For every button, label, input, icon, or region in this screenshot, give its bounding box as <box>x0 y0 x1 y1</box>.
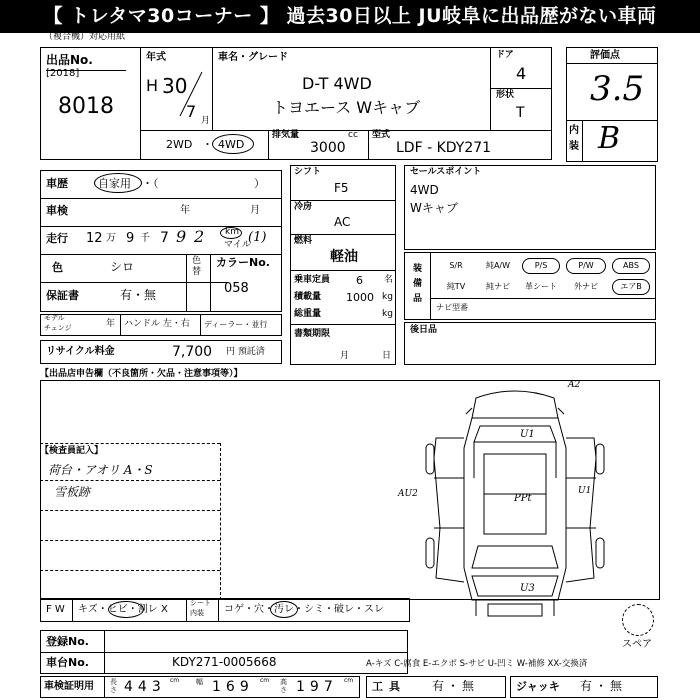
fuel-value: 軽油 <box>330 249 358 265</box>
cert-unit-2: cm <box>260 677 270 684</box>
history-label: 車歴 <box>46 177 68 190</box>
lot-year: [2018] <box>46 68 80 79</box>
post-day-label: 後日品 <box>410 325 438 335</box>
mileage-d2: 9 <box>126 231 135 246</box>
mileage-label: 走行 <box>46 232 68 245</box>
mileage-mile: マイル <box>224 240 251 250</box>
exhibitor-notes-label: 【出品店申告欄（不良箇所・欠品・注意事項等）】 <box>40 369 243 379</box>
equip-airbag: エアB <box>612 279 650 295</box>
jack-value: 有・無 <box>580 679 626 693</box>
history-rest: ・（ <box>142 177 159 190</box>
year-month-unit: 月 <box>201 116 211 126</box>
condition-seat-items: コゲ・穴・汚レ・シミ・破レ・スレ <box>224 604 384 615</box>
doors-label: ドア <box>496 50 514 60</box>
cert-label: 車検証明用 <box>44 681 94 692</box>
cert-unit-1: cm <box>170 677 180 684</box>
selling-points-label: セールスポイント <box>410 167 482 177</box>
damage-legend: A-キズ C-腐食 E-エクボ S-サビ U-凹ミ W-補修 XX-交換済 <box>366 659 588 669</box>
mileage-d3: 7 <box>160 230 169 246</box>
cert-unit-3: cm <box>344 677 354 684</box>
type-label: 型式 <box>372 130 391 140</box>
displacement-value: 3000 <box>310 140 346 156</box>
inspection-year: 年 <box>180 205 190 216</box>
spare-icon <box>622 604 654 636</box>
equip-navi: 純ナビ <box>486 282 510 291</box>
condition-circle-1 <box>108 601 144 618</box>
color-value: シロ <box>110 260 135 274</box>
color-code-label: カラーNo. <box>216 256 270 269</box>
lot-label: 出品No. <box>46 53 93 67</box>
recycle-unit: 円 預託済 <box>226 347 265 357</box>
diag-mark-top: A2 <box>568 380 581 390</box>
equipment-label-3: 品 <box>413 294 423 304</box>
interior-value: B <box>598 121 621 156</box>
year-month: 7 <box>186 102 197 121</box>
score-label: 評価点 <box>590 50 620 61</box>
diag-mark-left: AU2 <box>398 489 418 499</box>
post-day-box <box>404 322 656 365</box>
equip-aw: 純A/W <box>485 261 511 270</box>
history-close: ） <box>254 177 265 190</box>
mileage-u1: 万 <box>106 233 116 244</box>
model-label: 車名・グレード <box>218 52 288 63</box>
fuel-label: 燃料 <box>294 236 313 246</box>
model-line1: D-T 4WD <box>302 74 372 93</box>
drive-sep: ・ <box>202 138 213 151</box>
condition-items: キズ・ヒビ・割レ X <box>78 604 168 615</box>
equip-leather: 革シート <box>525 282 557 291</box>
equipment-label-1: 装 <box>413 264 423 274</box>
registration-label: 登録No. <box>46 635 89 648</box>
model-change-label-1: モデル <box>44 314 65 322</box>
mileage-d4: 9 <box>176 227 187 246</box>
condition-seat-2: 内装 <box>190 609 204 617</box>
doors-value: 4 <box>516 64 527 83</box>
spare-label: スペア <box>622 639 652 650</box>
year-label: 年式 <box>146 52 166 63</box>
drive-2wd: 2WD <box>166 138 193 151</box>
condition-circle-2 <box>270 601 298 618</box>
equip-ext-navi: 外ナビ <box>574 282 598 291</box>
inspector-note-1: 荷台・アオリ A・S <box>48 463 153 477</box>
interior-label-1: 内 <box>569 125 579 136</box>
color-change-2: 替 <box>192 267 202 277</box>
cert-width: 169 <box>212 679 254 695</box>
cert-width-label: 幅 <box>196 678 203 686</box>
diag-mark-right: U1 <box>578 486 592 496</box>
interior-label-2: 装 <box>569 141 579 152</box>
docs-label: 書類期限 <box>294 329 331 339</box>
load-unit: kg <box>382 292 393 302</box>
equip-ps: P/S <box>522 258 560 274</box>
diag-mark-center: PPt <box>514 493 532 504</box>
shape-value: T <box>516 105 525 121</box>
model-change-year: 年 <box>106 319 116 329</box>
mileage-d5: 2 <box>194 227 205 246</box>
condition-fw: F W <box>46 604 65 615</box>
color-code: 058 <box>224 281 249 296</box>
diag-mark-roof: U1 <box>520 429 535 440</box>
cert-height: 197 <box>296 679 338 695</box>
year-value: 30 <box>162 74 188 98</box>
gross-label: 総重量 <box>294 309 322 319</box>
cert-length-label: 長さ <box>110 678 117 694</box>
mileage-d1: 12 <box>86 231 103 246</box>
shape-label: 形状 <box>496 90 515 100</box>
inspection-month: 月 <box>250 205 260 216</box>
warranty-value: 有・無 <box>120 288 157 302</box>
model-change-dealer: ディーラー・並行 <box>204 320 268 329</box>
warranty-label: 保証書 <box>46 289 79 302</box>
drive-4wd: 4WD <box>218 138 245 151</box>
banner-title: 【 トレタマ30コーナー 】 過去30日以上 JU岐阜に出品歴がない車両 <box>0 0 700 33</box>
condition-seat-1: シート <box>190 599 211 607</box>
lot-number: 8018 <box>58 94 114 119</box>
mileage-hand: (1) <box>248 230 267 245</box>
color-label: 色 <box>52 261 63 274</box>
equip-pw: P/W <box>566 258 606 274</box>
capacity-unit: 名 <box>384 275 394 285</box>
history-value: 自家用 <box>98 177 131 190</box>
load-value: 1000 <box>346 291 374 304</box>
inspector-note-2: 雪板跡 <box>54 485 91 499</box>
model-line2: トヨエース Wキャブ <box>272 98 421 117</box>
recycle-value: 7,700 <box>172 344 213 360</box>
load-label: 積載量 <box>294 292 322 302</box>
aircon-label: 冷房 <box>294 202 313 212</box>
cert-height-label: 高さ <box>280 678 287 694</box>
equip-abs: ABS <box>612 258 650 274</box>
equip-sr: S/R <box>449 261 463 270</box>
model-change-handle: ハンドル 左・右 <box>124 319 190 329</box>
capacity-label: 乗車定員 <box>294 275 331 285</box>
tools-value: 有・無 <box>432 679 478 693</box>
docs-month: 月 <box>340 351 350 361</box>
equipment-label-2: 備 <box>413 279 423 289</box>
color-change-1: 色 <box>192 256 202 266</box>
mileage-km: km <box>225 227 239 237</box>
form-note: （複合機）対応用紙 <box>44 32 126 42</box>
capacity-value: 6 <box>356 274 363 287</box>
chassis-value: KDY271-0005668 <box>172 655 277 669</box>
score-value: 3.5 <box>590 69 645 109</box>
displacement-label: 排気量 <box>272 130 300 140</box>
year-era: H <box>146 76 159 95</box>
recycle-label: リサイクル料金 <box>46 346 115 357</box>
mileage-u2: 千 <box>140 233 150 244</box>
aircon-value: AC <box>334 215 351 229</box>
docs-day: 日 <box>382 351 392 361</box>
cert-length: 443 <box>124 679 166 695</box>
displacement-unit: cc <box>348 130 358 140</box>
shift-label: シフト <box>294 167 322 177</box>
model-change-label-2: チェンジ <box>44 324 72 332</box>
shift-value: F5 <box>334 181 349 195</box>
gross-unit: kg <box>382 309 393 319</box>
selling-points-line2: Wキャブ <box>410 201 458 215</box>
inspection-label: 車検 <box>46 204 68 217</box>
equip-navi-model: ナビ型番 <box>436 303 468 312</box>
type-value: LDF - KDY271 <box>396 140 492 156</box>
inspector-notes-label: 【検査員記入】 <box>40 446 104 456</box>
jack-label: ジャッキ <box>516 680 560 693</box>
tools-label: 工具 <box>372 680 406 693</box>
chassis-label: 車台No. <box>46 656 89 669</box>
diag-mark-bottom: U3 <box>520 583 535 594</box>
selling-points-line1: 4WD <box>410 183 439 197</box>
equip-tv: 純TV <box>446 282 466 291</box>
